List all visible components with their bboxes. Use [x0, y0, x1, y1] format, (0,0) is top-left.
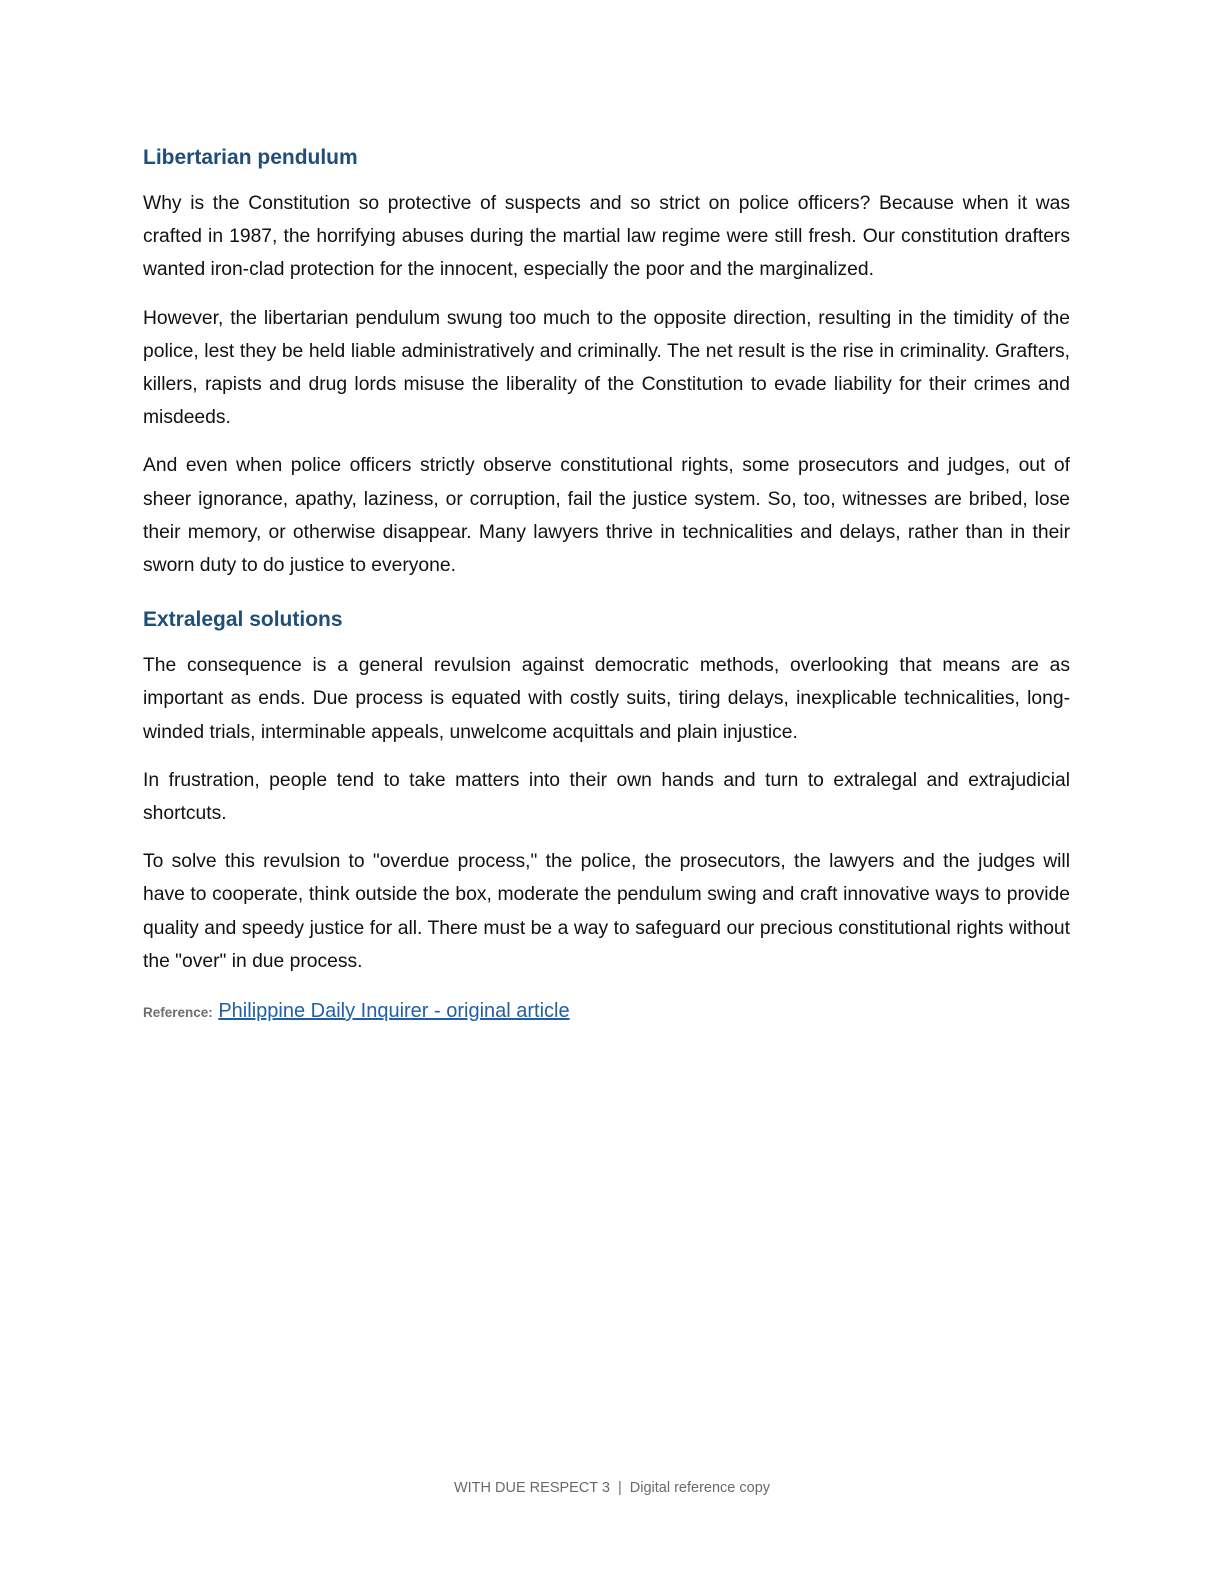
- reference-link[interactable]: Philippine Daily Inquirer - original article: [218, 1000, 570, 1023]
- document-body: [143, 140, 1070, 1026]
- section-heading-extralegal-solutions: Extralegal solutions: [143, 608, 343, 632]
- paragraph: However, the libertarian pendulum swung too much to the opposite direction, resulting in the timidity of the police, lest they be held liable administratively and criminally. The net result is the rise in criminality. Grafters, killers, rapists and drug lords misuse the liberality of the Constitution to evade liability for their crimes and misdeeds.: [143, 307, 1070, 429]
- paragraph: The consequence is a general revulsion against democratic methods, overlooking that means are as important as ends. Due process is equated with costly suits, tiring delays, inexplicable technicalities, long-winded trials, interminable appeals, unwelcome acquittals and plain injustice.: [143, 655, 1070, 743]
- paragraph: In frustration, people tend to take matters into their own hands and turn to extralegal and extrajudicial shortcuts.: [143, 769, 1070, 825]
- footer-separator: |: [618, 1480, 622, 1496]
- paragraph: And even when police officers strictly observe constitutional rights, some prosecutors and judges, out of sheer ignorance, apathy, laziness, or corruption, fail the justice system. So, too, witnesses are bribed, lose their memory, or otherwise disappear. Many lawyers thrive in technicalities and delays, rather than in their sworn duty to do justice to everyone.: [143, 455, 1070, 577]
- paragraph: Why is the Constitution so protective of suspects and so strict on police officers? Because when it was crafted in 1987, the horrifying abuses during the martial law regime were still fresh. Our constitution drafters wanted iron-clad protection for the innocent, especially the poor and the marginalized.: [143, 193, 1070, 281]
- reference-line: [143, 998, 1070, 1026]
- reference-label: Reference:: [143, 1005, 213, 1021]
- paragraph: To solve this revulsion to "overdue process," the police, the prosecutors, the lawyers and the judges will have to cooperate, think outside the box, moderate the pendulum swing and craft innovative ways to provide quality and speedy justice for all. There must be a way to safeguard our precious constitutional rights without the "over" in due process.: [143, 851, 1070, 972]
- footer-title: WITH DUE RESPECT 3: [453, 1480, 610, 1496]
- footer-subtitle: Digital reference copy: [629, 1480, 771, 1496]
- section-heading-libertarian-pendulum: Libertarian pendulum: [143, 146, 358, 169]
- page-footer: [0, 1477, 1224, 1499]
